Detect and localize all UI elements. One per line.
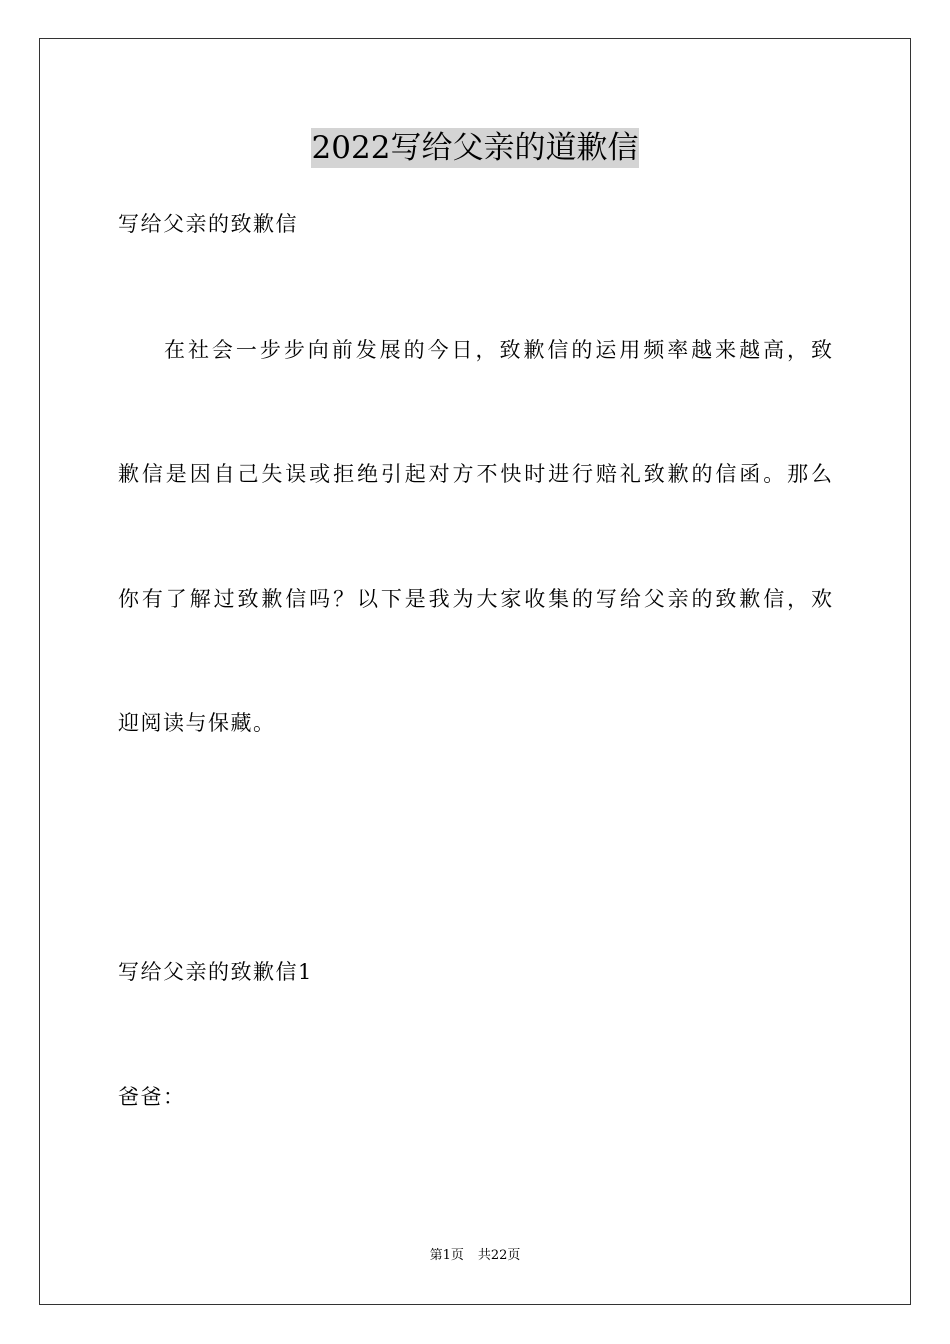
intro-line-2: 歉信是因自己失误或拒绝引起对方不快时进行赔礼致歉的信函。那么 xyxy=(118,462,832,486)
document-subtitle: 写给父亲的致歉信 xyxy=(118,212,298,236)
title-container xyxy=(0,128,950,168)
intro-line-3: 你有了解过致歉信吗？以下是我为大家收集的写给父亲的致歉信，欢 xyxy=(118,587,832,611)
page-number-current: 第1页 xyxy=(429,1248,464,1263)
intro-line-1: 在社会一步步向前发展的今日，致歉信的运用频率越来越高，致 xyxy=(164,338,832,362)
page-number-total: 共22页 xyxy=(477,1248,521,1263)
page-footer xyxy=(0,1247,950,1265)
document-title: 2022写给父亲的道歉信 xyxy=(311,130,639,166)
intro-line-4: 迎阅读与保藏。 xyxy=(118,711,276,735)
section-heading: 写给父亲的致歉信1 xyxy=(118,960,313,984)
salutation: 爸爸： xyxy=(118,1085,186,1109)
